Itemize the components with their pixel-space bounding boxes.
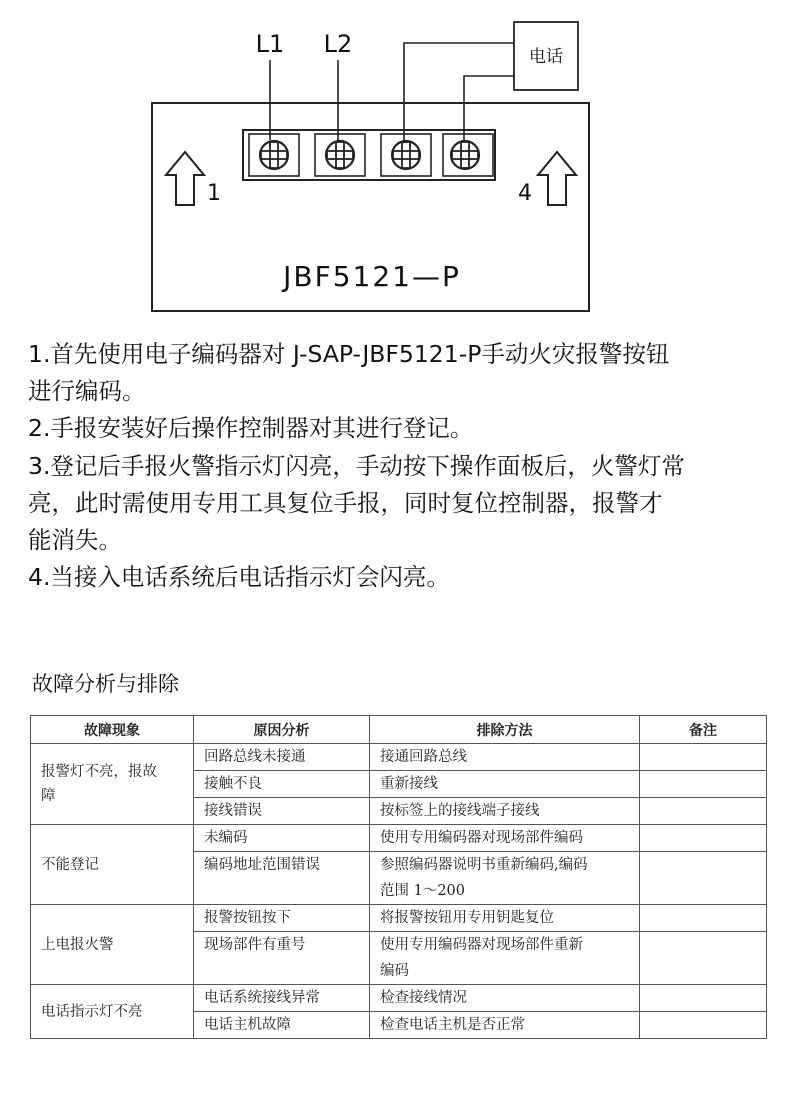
solution-cell: 重新接线 <box>370 771 640 798</box>
table-row <box>31 985 767 1012</box>
note-cell <box>640 825 767 852</box>
instruction-line: 能消失。 <box>28 526 122 555</box>
note-cell <box>640 852 767 905</box>
symptom-cell <box>31 744 194 825</box>
instruction-line: 3.登记后手报火警指示灯闪亮，手动按下操作面板后，火警灯常 <box>28 451 685 480</box>
cause-cell: 电话系统接线异常 <box>194 985 370 1012</box>
solution-cell: 接通回路总线 <box>370 744 640 771</box>
terminal-3 <box>381 134 431 176</box>
wiring-diagram <box>0 0 790 330</box>
header-note: 备注 <box>640 716 767 744</box>
cause-cell: 接线错误 <box>194 798 370 825</box>
note-cell <box>640 985 767 1012</box>
wire-label-l1: L1 <box>255 30 285 58</box>
symptom-cell: 电话指示灯不亮 <box>31 985 194 1039</box>
wire-label-l2: L2 <box>323 30 353 58</box>
symptom-cell: 上电报火警 <box>31 905 194 985</box>
table-row <box>31 905 767 932</box>
header-symptom: 故障现象 <box>31 716 194 744</box>
terminal-screw-icon <box>392 141 420 169</box>
cause-cell: 报警按钮按下 <box>194 905 370 932</box>
instruction-line: 2.手报安装好后操作控制器对其进行登记。 <box>28 414 474 443</box>
instruction-line: 进行编码。 <box>28 377 146 406</box>
model-label: JBF5121—P <box>283 260 461 293</box>
cause-cell: 接触不良 <box>194 771 370 798</box>
wires <box>270 43 514 140</box>
note-cell <box>640 744 767 771</box>
symptom-cell: 不能登记 <box>31 825 194 905</box>
section-title: 故障分析与排除 <box>32 672 179 696</box>
up-arrow-icon <box>538 152 576 205</box>
cause-cell: 现场部件有重号 <box>194 932 370 985</box>
solution-text: 范围 1～200 <box>380 883 466 899</box>
cause-cell: 未编码 <box>194 825 370 852</box>
solution-text: 编码 <box>380 963 409 979</box>
terminal-screw-icon <box>260 141 288 169</box>
solution-cell: 使用专用编码器对现场部件编码 <box>370 825 640 852</box>
symptom-text: 报警灯不亮，报故 <box>41 764 157 780</box>
instruction-line: 亮，此时需使用专用工具复位手报，同时复位控制器，报警才 <box>28 488 663 517</box>
terminal-1 <box>249 134 299 176</box>
solution-cell: 检查电话主机是否正常 <box>370 1012 640 1039</box>
note-cell <box>640 1012 767 1039</box>
cause-cell: 回路总线未接通 <box>194 744 370 771</box>
header-solution: 排除方法 <box>370 716 640 744</box>
solution-cell: 检查接线情况 <box>370 985 640 1012</box>
note-cell <box>640 932 767 985</box>
instruction-line: 1.首先使用电子编码器对 J-SAP-JBF5121-P手动火灾报警按钮 <box>28 340 670 368</box>
header-cause: 原因分析 <box>194 716 370 744</box>
note-cell <box>640 798 767 825</box>
solution-text: 使用专用编码器对现场部件重新 <box>380 937 583 953</box>
up-arrow-icon <box>166 152 204 205</box>
instruction-line: 4.当接入电话系统后电话指示灯会闪亮。 <box>28 563 450 592</box>
arrow-label-left: 1 <box>207 181 221 206</box>
table-row <box>31 744 767 771</box>
terminal-screw-icon <box>326 141 354 169</box>
solution-cell: 将报警按钮用专用钥匙复位 <box>370 905 640 932</box>
solution-cell <box>370 852 640 905</box>
solution-cell <box>370 932 640 985</box>
table-header-row <box>31 716 767 744</box>
solution-cell: 按标签上的接线端子接线 <box>370 798 640 825</box>
table-row <box>31 825 767 852</box>
fault-table <box>30 715 767 1039</box>
terminal-strip <box>243 130 495 180</box>
solution-text: 参照编码器说明书重新编码,编码 <box>380 857 588 873</box>
cause-cell: 电话主机故障 <box>194 1012 370 1039</box>
phone-label: 电话 <box>529 47 563 67</box>
terminal-screw-icon <box>451 141 479 169</box>
cause-cell: 编码地址范围错误 <box>194 852 370 905</box>
instructions <box>28 336 788 596</box>
terminal-2 <box>315 134 365 176</box>
terminal-4 <box>443 134 493 176</box>
symptom-text: 障 <box>41 788 56 804</box>
arrow-label-right: 4 <box>518 181 532 206</box>
note-cell <box>640 905 767 932</box>
note-cell <box>640 771 767 798</box>
